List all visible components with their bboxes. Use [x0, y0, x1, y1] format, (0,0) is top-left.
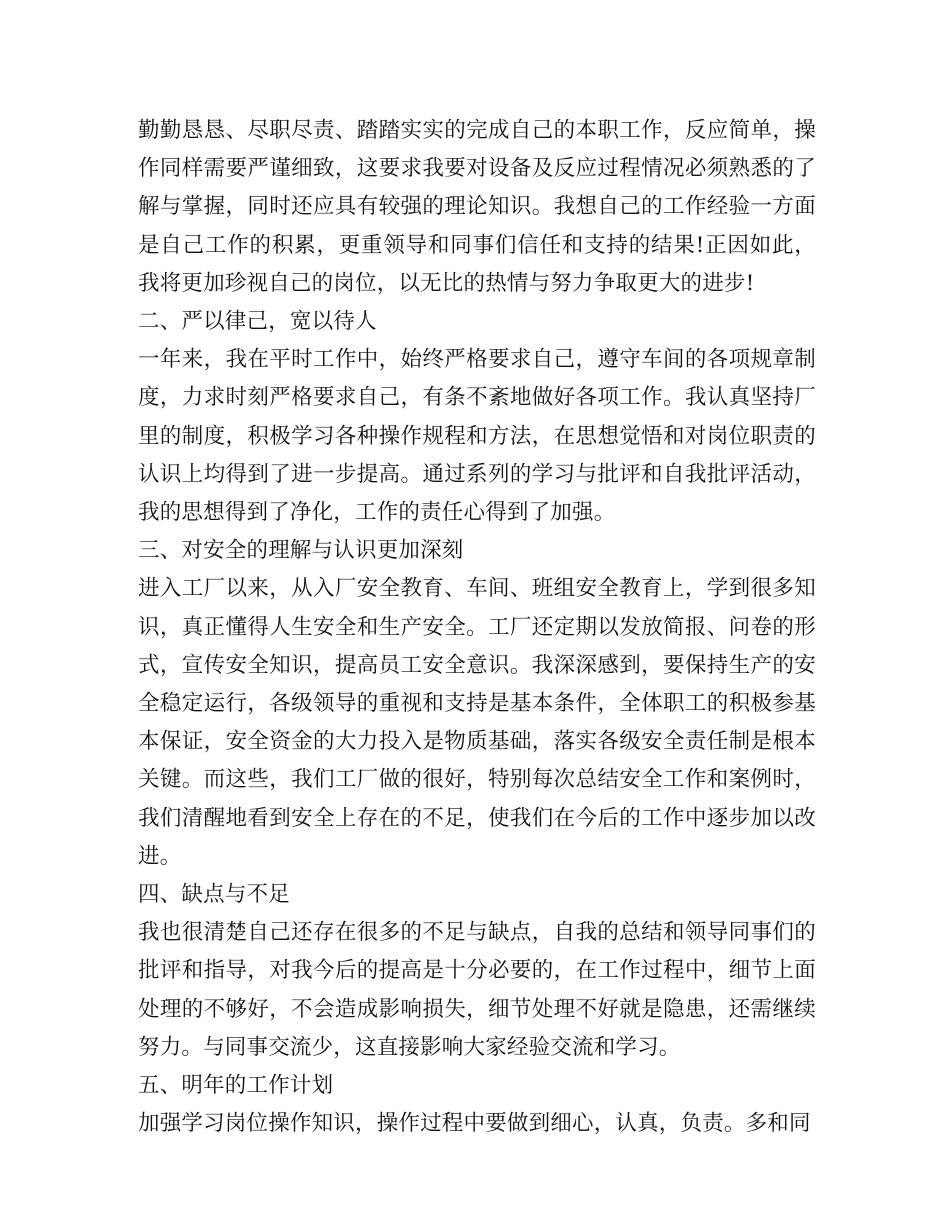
section-heading-safety: 三、对安全的理解与认识更加深刻 — [138, 538, 464, 564]
paragraph-work-attitude: 勤勤恳恳、尽职尽责、踏踏实实的完成自己的本职工作，反应简单，操作同样需要严谨细致，这要求我要对设备及反应过程情况必须熟悉的了解与掌握，同时还应具有较强的理论知识。我想自己的工作经验一方面是自己工作的积累，更重领导和同事们信任和支持的结果!正因如此，我将更加珍视自己的岗位，以无比的热情与努力争取更大的进步! — [138, 118, 816, 296]
document-body — [138, 112, 816, 1143]
paragraph-shortcomings: 我也很清楚自己还存在很多的不足与缺点，自我的总结和领导同事们的批评和指导，对我今后的提高是十分必要的，在工作过程中，细节上面处理的不够好，不会造成影响损失，细节处理不好就是隐患，还需继续努力。与同事交流少，这直接影响大家经验交流和学习。 — [138, 920, 816, 1060]
section-heading-next-year-plan: 五、明年的工作计划 — [138, 1073, 334, 1099]
paragraph-safety: 进入工厂以来，从入厂安全教育、车间、班组安全教育上，学到很多知识，真正懂得人生安全和生产安全。工厂还定期以发放简报、问卷的形式，宣传安全知识，提高员工安全意识。我深深感到，要保持生产的安全稳定运行，各级领导的重视和支持是基本条件，全体职工的积极参基本保证，安全资金的大力投入是物质基础，落实各级安全责任制是根本关键。而这些，我们工厂做的很好，特别每次总结安全工作和案例时，我们清醒地看到安全上存在的不足，使我们在今后的工作中逐步加以改进。 — [138, 576, 816, 869]
section-heading-shortcomings: 四、缺点与不足 — [138, 882, 290, 908]
section-heading-self-discipline: 二、严以律己，宽以待人 — [138, 309, 377, 335]
paragraph-self-discipline: 一年来，我在平时工作中，始终严格要求自己，遵守车间的各项规章制度，力求时刻严格要求自己，有条不紊地做好各项工作。我认真坚持厂里的制度，积极学习各种操作规程和方法，在思想觉悟和对岗位职责的认识上均得到了进一步提高。通过系列的学习与批评和自我批评活动，我的思想得到了净化，工作的责任心得到了加强。 — [138, 347, 816, 526]
paragraph-next-year-plan: 加强学习岗位操作知识，操作过程中要做到细心，认真，负责。多和同 — [138, 1111, 811, 1137]
